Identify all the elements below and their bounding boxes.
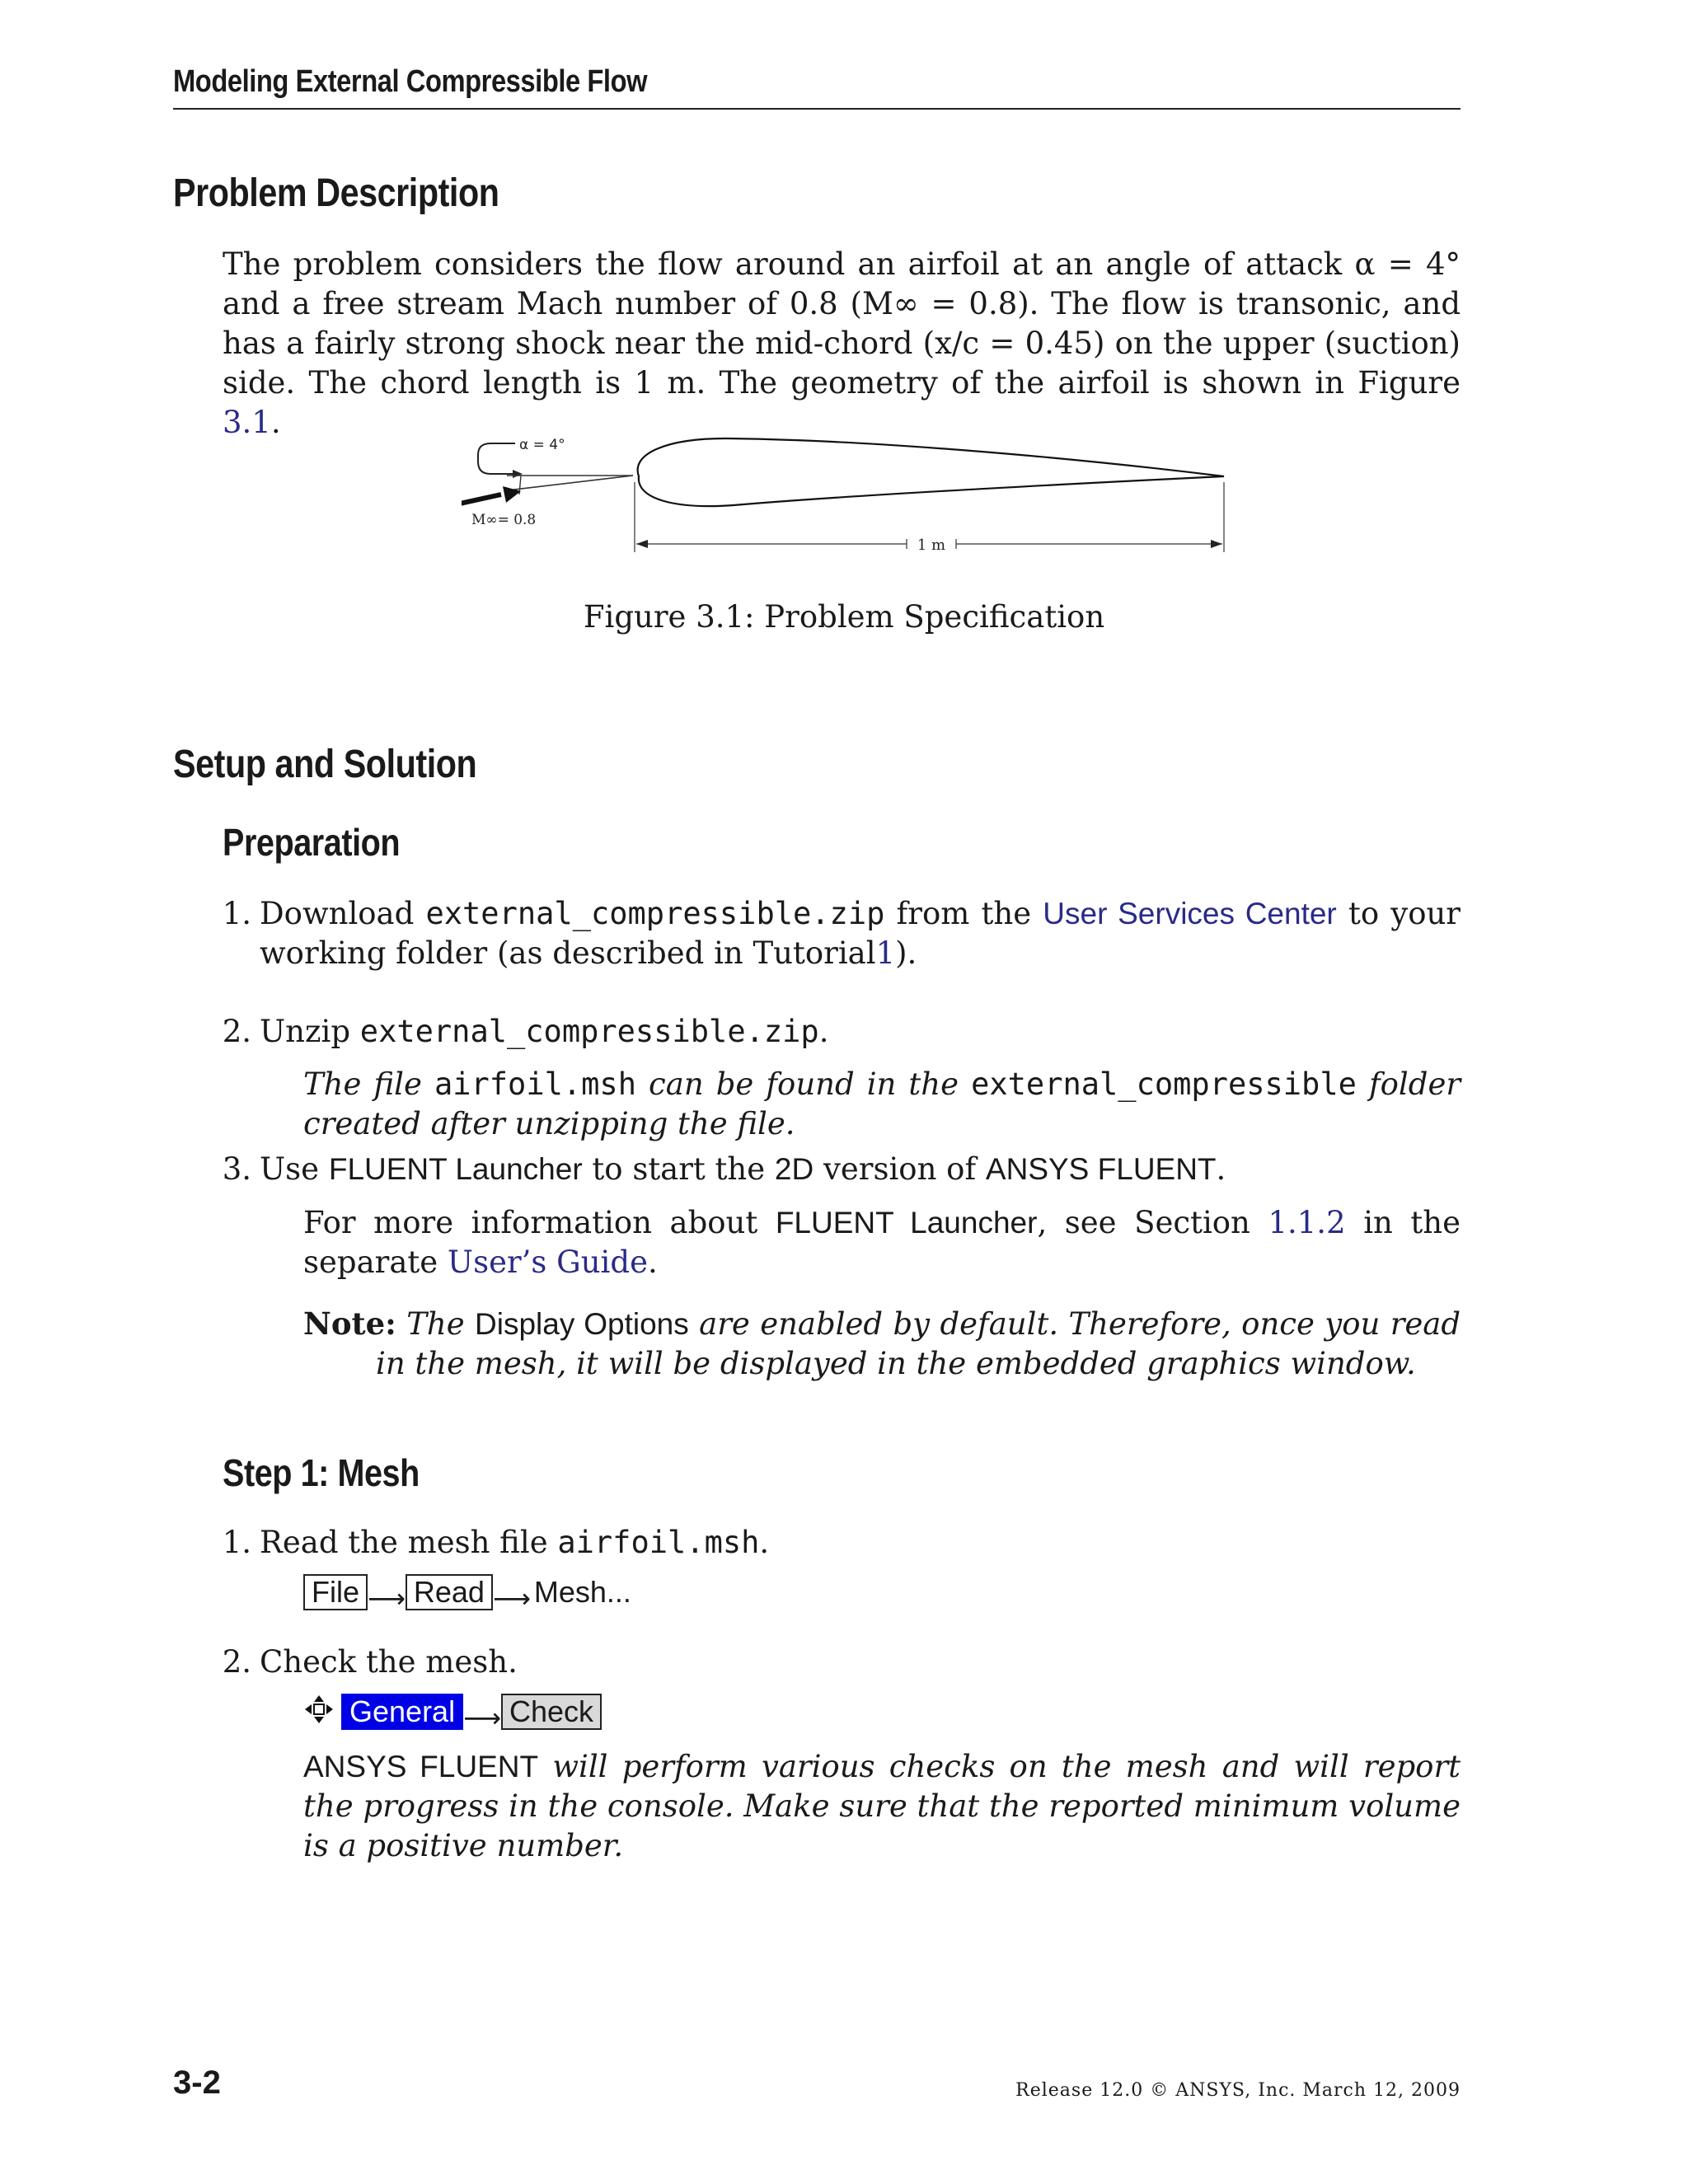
subsection-heading-preparation: Preparation <box>223 821 401 864</box>
note-label: Note: <box>303 1305 396 1342</box>
users-guide-link[interactable]: User’s Guide <box>447 1244 648 1280</box>
note-text: The file <box>303 1066 422 1102</box>
tree-item-general[interactable]: General <box>341 1694 463 1730</box>
section-heading-problem: Problem Description <box>173 171 499 215</box>
step-text: Download <box>260 896 415 931</box>
running-header: Modeling External Compressible Flow <box>173 64 648 99</box>
release-info: Release 12.0 © ANSYS, Inc. March 12, 2009 <box>1015 2080 1461 2101</box>
dim-arrowhead-left <box>636 540 648 548</box>
section-heading-setup: Setup and Solution <box>173 743 477 786</box>
menu-file[interactable]: File <box>303 1574 368 1610</box>
step-text: ). <box>895 935 917 971</box>
info-text: . <box>647 1244 658 1280</box>
step-text: . <box>818 1014 829 1049</box>
product-name: ANSYS FLUENT <box>985 1152 1217 1186</box>
mesh-step-2 <box>222 1643 1461 1682</box>
tutorial-link[interactable]: 1 <box>875 935 896 971</box>
figure-link[interactable]: 3.1 <box>223 405 271 440</box>
note-text: are enabled by default. Therefore, once you read in the mesh, it will be displayed in the embedded graphics window. <box>376 1306 1461 1381</box>
menu-arrow-icon: ⟶ <box>368 1582 406 1615</box>
prep-step-1 <box>222 894 1461 973</box>
folder-name: external_compressible <box>971 1066 1357 1102</box>
note-text: The <box>406 1306 465 1342</box>
description-text: will perform various checks on the mesh and will report the progress in the console. Make sure that the reported minimum volume is a positive number. <box>303 1749 1461 1863</box>
alpha-label: α = 4° <box>519 437 565 453</box>
prep-step-3 <box>222 1150 1461 1189</box>
problem-text: The problem considers the flow around an airfoil at an angle of attack α = 4° and a free stream Mach number of 0.8 (M∞ = 0.8). The flow is transonic, and has a fairly strong shock near the mid-chord (x/c = 0.45) on the upper (suction) side. The chord length is 1 m. The geometry of the airfoil is shown in Figure <box>223 246 1461 401</box>
figure-caption: Figure 3.1: Problem Specification <box>583 599 1105 635</box>
note-text: folder created after unzipping the file. <box>303 1066 1461 1141</box>
flow-direction-line <box>507 476 633 490</box>
alpha-bracket <box>478 443 515 474</box>
menu-arrow-icon: ⟶ <box>463 1702 501 1734</box>
step-text: . <box>1216 1151 1226 1187</box>
subsection-heading-step1: Step 1: Mesh <box>223 1451 420 1494</box>
user-services-center-link[interactable]: User Services Center <box>1043 897 1337 930</box>
menu-read[interactable]: Read <box>406 1574 493 1610</box>
zip-filename: external_compressible.zip <box>425 896 885 931</box>
zip-filename: external_compressible.zip <box>359 1014 819 1049</box>
page-number: 3-2 <box>173 2064 221 2101</box>
prep-step-3-info <box>303 1203 1461 1282</box>
section-link[interactable]: 1.1.2 <box>1268 1205 1346 1240</box>
msh-filename: airfoil.msh <box>557 1525 760 1560</box>
airfoil-outline <box>638 438 1224 506</box>
panel-path <box>303 1694 1461 1734</box>
step-text: Use <box>260 1151 320 1187</box>
mesh-step-1 <box>222 1523 1461 1563</box>
step-text: to your working folder (as described in Tutorial <box>260 896 1461 971</box>
list-number: 1. <box>222 1525 251 1560</box>
header-rule <box>173 108 1461 110</box>
info-text: For more information about <box>303 1205 758 1240</box>
step-text: . <box>759 1525 770 1560</box>
task-page-icon <box>303 1694 335 1725</box>
prep-step-2 <box>222 1012 1461 1052</box>
dim-arrowhead-right <box>1211 540 1222 548</box>
fluent-launcher-name: FLUENT Launcher <box>328 1152 583 1186</box>
step-text: to start the <box>592 1151 766 1187</box>
prep-step-2-note <box>303 1065 1461 1144</box>
display-options-name: Display Options <box>475 1307 689 1341</box>
info-text: , see Section <box>1037 1205 1250 1240</box>
list-number: 3. <box>222 1151 251 1187</box>
mach-label: M∞= 0.8 <box>471 512 537 528</box>
menu-mesh[interactable]: Mesh... <box>533 1575 631 1609</box>
msh-filename: airfoil.msh <box>434 1066 636 1102</box>
version-name: 2D <box>774 1152 814 1186</box>
fluent-launcher-name: FLUENT Launcher <box>775 1206 1038 1240</box>
check-button[interactable]: Check <box>501 1694 602 1730</box>
step-text: Check the mesh. <box>260 1644 518 1680</box>
airfoil-figure <box>462 429 1253 560</box>
list-number: 2. <box>222 1014 251 1049</box>
list-number: 2. <box>222 1644 251 1680</box>
info-text: in the separate <box>303 1205 1461 1280</box>
product-name: ANSYS FLUENT <box>303 1750 539 1783</box>
display-options-note <box>303 1304 1461 1384</box>
note-text: can be found in the <box>649 1066 959 1102</box>
menu-arrow-icon: ⟶ <box>492 1582 531 1615</box>
mesh-check-description <box>303 1747 1461 1866</box>
freestream-arrow <box>462 494 501 507</box>
step-text: from the <box>896 896 1032 931</box>
step-text: version of <box>823 1151 977 1187</box>
menu-path <box>303 1574 1461 1615</box>
step-text: Unzip <box>260 1014 351 1049</box>
step-text: Read the mesh file <box>260 1525 548 1560</box>
list-number: 1. <box>222 896 251 931</box>
problem-paragraph: The problem considers the flow around an airfoil at an angle of attack α = 4° and a free stream Mach number of 0.8 (M∞ = 0.8). The flow is transonic, and has a fairly strong shock near the mid-chord (x/c = 0.45) on the upper (suction) side. The chord length is 1 m. The geometry of the airfoil is shown in Figure 3.1. <box>223 246 1461 440</box>
chord-label: 1 m <box>917 537 946 554</box>
